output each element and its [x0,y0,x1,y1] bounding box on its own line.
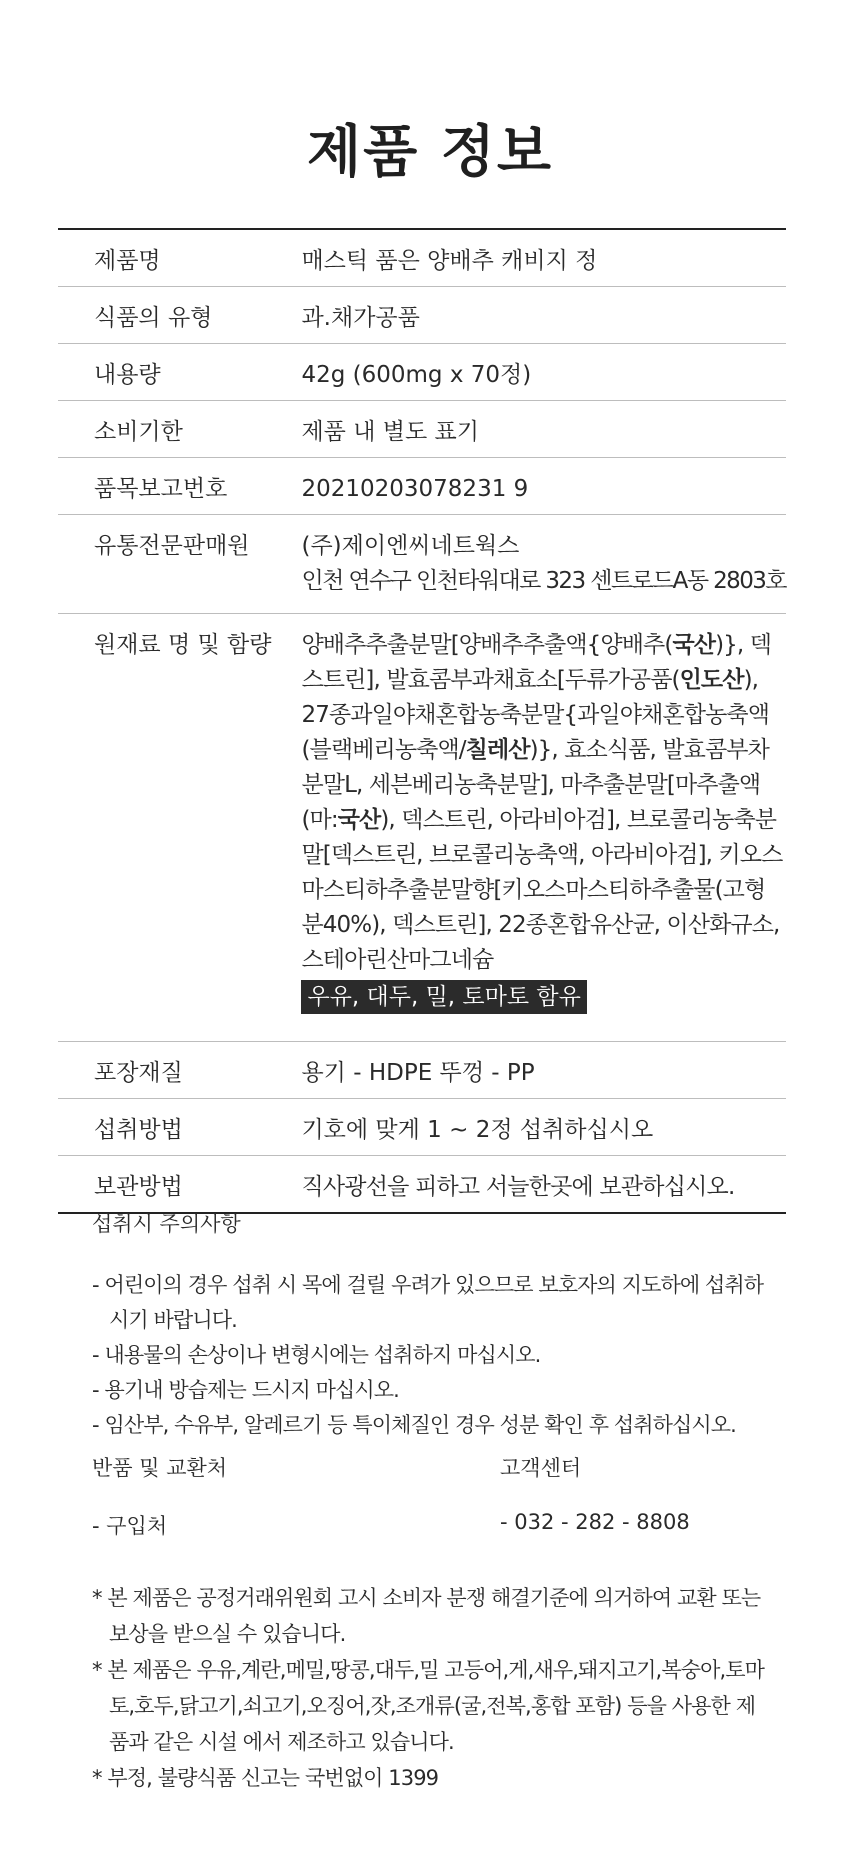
list-item: - 내용물의 손상이나 변형시에는 섭취하지 마십시오. [92,1343,541,1367]
table-row [58,401,786,458]
list-item: * 부정, 불량식품 신고는 국번없이 1399 [92,1766,439,1790]
row-value: 과.채가공품 [301,305,420,331]
origin-label: 국산 [337,807,381,833]
row-label: 제품명 [94,248,161,274]
row-value [271,515,785,614]
list-item: - 임산부, 수유부, 알레르기 등 특이체질인 경우 성분 확인 후 섭취하십시오. [92,1413,736,1437]
product-info-table [58,228,786,1214]
ingredient-segment: )}, 효소식품, 발효콤부차분말L, 세븐베리농축분말], 마추출분말[마추출액(마: [301,737,769,833]
ingredient-segment: )}, 덱스트린], 발효콤부과채효소[두류가공품( [301,632,772,693]
caution-list [92,1268,772,1443]
table-row [58,1099,786,1156]
ingredient-segment: ), 덱스트린, 아라비아검], 브로콜리농축분말[덱스트린, 브로콜리농축액, 아라비아검], 키오스마스티하추출분말향[키오스마스티하추출물(고형분40%), 덱스트린], 22종혼합유산균, 이산화규소, 스테아린산마그네슘 [301,807,783,973]
table-row [58,344,786,401]
list-item: * 본 제품은 공정거래위원회 고시 소비자 분쟁 해결기준에 의거하여 교환 또는 보상을 받으실 수 있습니다. [92,1586,761,1646]
row-value: 42g (600mg x 70정) [301,362,532,388]
list-item: - 용기내 방습제는 드시지 마십시오. [92,1378,399,1402]
table-row [58,458,786,515]
caution-title: 섭취시 주의사항 [92,1212,241,1236]
row-value: 직사광선을 피하고 서늘한곳에 보관하십시오. [301,1174,735,1200]
page-title: 제품 정보 [307,120,553,185]
table-row [58,229,786,287]
row-value: 용기 - HDPE 뚜껑 - PP [301,1060,535,1086]
customer-service-phone: - 032 - 282 - 8808 [500,1510,690,1534]
row-label: 섭취방법 [94,1117,183,1143]
distributor-address: 인천 연수구 인천타워대로 323 센트로드A동 2803호 [301,568,786,594]
table-row [58,1042,786,1099]
list-item: * 본 제품은 우유,계란,메밀,땅콩,대두,밀 고등어,게,새우,돼지고기,복숭아,토마토,호두,닭고기,쇠고기,오징어,잣,조개류(굴,전복,홍합 포함) 등을 사용한 제품과 같은 시설 에서 제조하고 있습니다. [92,1658,765,1754]
row-label: 식품의 유형 [94,305,213,331]
row-label: 내용량 [94,362,161,388]
origin-label: 칠레산 [465,737,530,763]
table-row [58,515,786,614]
notes-list [92,1580,772,1796]
ingredients-text [301,628,785,978]
table-row [58,1156,786,1214]
distributor-name: (주)제이엔씨네트웍스 [301,533,520,559]
row-label: 보관방법 [94,1174,183,1200]
returns-heading: 반품 및 교환처 [92,1456,228,1480]
allergen-badge: 우유, 대두, 밀, 토마토 함유 [301,980,586,1014]
ingredient-segment: 양배추추출분말[양배추추출액{양배추( [301,632,673,658]
origin-label: 국산 [672,632,716,658]
row-label: 소비기한 [94,419,183,445]
table-row [58,614,786,1042]
returns-value: - 구입처 [92,1514,168,1538]
ingredient-segment: ), 27종과일야채혼합농축분말{과일야채혼합농축액(블랙베리농축액/ [301,667,770,763]
row-value: 20210203078231 9 [301,476,529,502]
list-item: - 어린이의 경우 섭취 시 목에 걸릴 우려가 있으므로 보호자의 지도하에 섭취하시기 바랍니다. [92,1273,764,1332]
table-row [58,287,786,344]
row-value: 제품 내 별도 표기 [301,419,479,445]
customer-service-heading: 고객센터 [500,1456,582,1480]
row-label: 품목보고번호 [94,476,228,502]
ingredients-value [271,614,785,1042]
row-value: 기호에 맞게 1 ~ 2정 섭취하십시오 [301,1117,654,1143]
origin-label: 인도산 [679,667,744,693]
row-label: 포장재질 [94,1060,183,1086]
row-value: 매스틱 품은 양배추 캐비지 정 [301,248,598,274]
row-label: 원재료 명 및 함량 [94,632,272,658]
row-label: 유통전문판매원 [94,533,250,559]
